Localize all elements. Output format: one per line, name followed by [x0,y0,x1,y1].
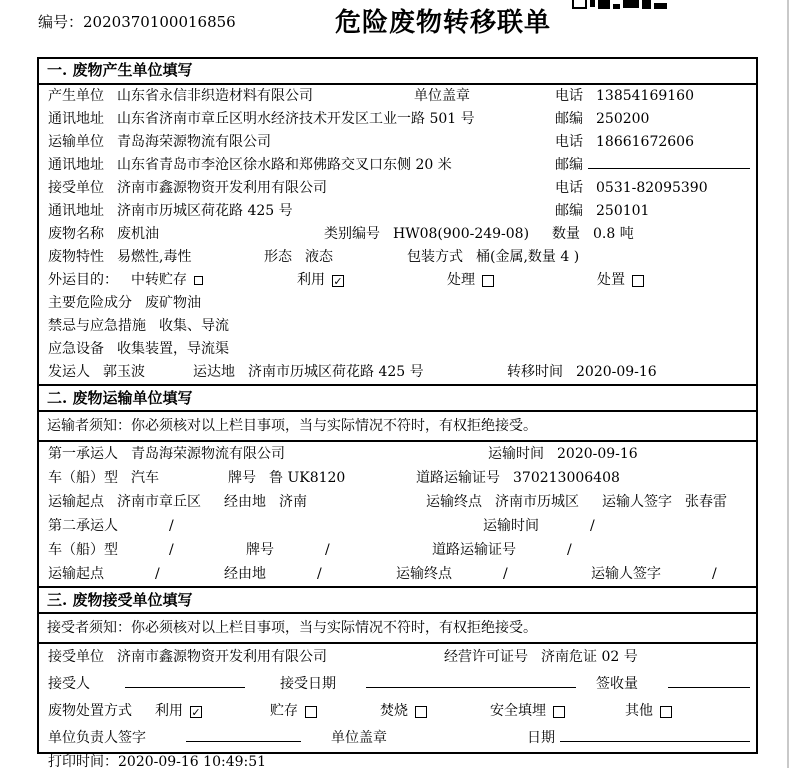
option-dispose [597,269,644,292]
field-label: 通讯地址 [48,203,104,219]
form-row-emergency-equipment [39,338,756,361]
field-value: / [457,562,572,586]
form-row-receive-person [39,671,756,698]
field-label: 邮编 [555,111,583,127]
field-value: 青岛海荣源物流有限公司 [109,131,544,154]
field-label: 废物名称 [48,226,104,242]
field-value [186,741,301,742]
checkbox-unchecked [632,275,644,287]
form-row-waste-name [39,223,756,246]
form-row-disposal-method [39,698,756,725]
section-producer [39,59,756,384]
field-label: 转移时间 [507,364,563,380]
row-left-group [43,200,550,223]
row-left-group [43,177,550,200]
field-label: 第一承运人 [48,446,118,462]
form-row-producer-unit [39,85,756,108]
form-row-contraindication [39,315,756,338]
field-value: 液态 [297,246,402,269]
field-value: 济南市历城区 [487,490,597,514]
page-title: 危险废物转移联单 [334,8,551,38]
field-label: 道路运输证号 [416,470,500,486]
field-value: 250101 [588,200,750,223]
option-label: 处置 [597,272,625,288]
form-row-vehicle-2 [39,538,756,562]
field-label: 经由地 [224,566,266,582]
field-label: 主要危险成分 [48,295,132,311]
field-value: 桶(金属,数量 4 ) [468,246,750,269]
field-label: 单位盖章 [331,730,387,746]
page-header [0,0,796,57]
section-header: 一. 废物产生单位填写 [39,59,756,85]
field-label: 运输终点 [426,494,482,510]
field-label: 通讯地址 [48,157,104,173]
field-value: HW08(900-249-08) [385,223,537,246]
field-value: 济南危证 02 号 [533,644,750,671]
stamp-fragment [642,0,651,9]
stamp-fragment [613,4,620,9]
field-label: 废物特性 [48,249,104,265]
option-treat [447,269,597,292]
field-label: 接受单位 [48,649,104,665]
field-value: 13854169160 [588,85,750,108]
field-value: 0.8 吨 [585,223,750,246]
stamp-fragment [572,0,587,9]
field-value: 山东省永信非织造材料有限公司 [109,85,409,108]
print-time-label: 打印时间： [48,754,118,768]
checkbox-unchecked [482,275,494,287]
field-label: 通讯地址 [48,111,104,127]
field-value: 郭玉波 [95,361,180,384]
field-value: 易燃性,毒性 [109,246,259,269]
field-label: 运输人签字 [602,494,672,510]
page-edge-line [787,0,789,768]
stamp-fragment [623,0,639,8]
document-number-label: 编号： [38,13,84,31]
checkbox-checked [190,706,202,718]
field-label: 邮编 [555,157,583,173]
stamp-fragment [590,0,595,7]
field-label: 形态 [264,249,292,265]
field-value: 济南市章丘区 [109,490,219,514]
field-value: 废矿物油 [137,292,750,315]
field-value: 山东省青岛市李沧区徐水路和郑佛路交叉口东侧 20 米 [109,154,544,177]
transporter-notice: 运输者须知：你必须核对以上栏目事项，当与实际情况不符时，有权拒绝接受。 [39,412,756,442]
field-value: 250200 [588,108,750,131]
field-value: 收集、导流 [151,315,750,338]
field-value: / [544,514,750,538]
field-label: 运输时间 [488,446,544,462]
field-value [366,687,576,688]
field-label: 运达地 [193,364,235,380]
field-label: 运输时间 [483,518,539,534]
form-row-vehicle-1 [39,466,756,490]
option-label: 安全填埋 [490,703,546,719]
option-other [625,698,672,725]
form-row-producer-address [39,108,756,131]
row-left-group [43,85,550,108]
option-label: 贮存 [270,703,298,719]
option-recycle [155,698,270,725]
field-value: 济南市历城区荷花路 425 号 [240,361,490,384]
section-header: 三. 废物接受单位填写 [39,586,756,614]
form-row-receive-unit [39,644,756,671]
form-row-second-carrier [39,514,756,538]
checkbox-checked [332,275,344,287]
field-value: 收集装置，导流渠 [109,338,750,361]
field-label: 接受日期 [280,676,336,692]
field-label: 牌号 [228,470,256,486]
field-label: 运输终点 [396,566,452,582]
field-label: 包装方式 [407,249,463,265]
option-label: 其他 [625,703,653,719]
field-value: / [271,562,391,586]
form-row-transfer-purpose [39,269,756,292]
field-value: 张春雷 [677,490,750,514]
checkbox-unchecked [553,706,565,718]
option-transit-storage [131,269,297,292]
field-value: 济南市历城区荷花路 425 号 [109,200,544,223]
row-left-group [43,154,550,177]
option-landfill [490,698,625,725]
field-value: 青岛海荣源物流有限公司 [123,442,473,466]
field-value: 370213006408 [505,466,722,490]
field-label: 经由地 [224,494,266,510]
form-row-route-1 [39,490,756,514]
field-value: 2020-09-16 [568,361,750,384]
field-value: / [123,514,468,538]
field-value: / [521,538,750,562]
option-label: 处理 [447,272,475,288]
option-label: 中转贮存 [131,272,187,288]
stamp-fragment [598,0,610,9]
field-label: 车（船）型 [48,542,118,558]
form-row-route-2 [39,562,756,586]
section-receiver [39,586,756,752]
field-label: 邮编 [555,203,583,219]
field-value: 山东省济南市章丘区明水经济技术开发区工业一路 501 号 [109,108,544,131]
row-left-group [43,108,550,131]
field-label: 车（船）型 [48,470,118,486]
section-header: 二. 废物运输单位填写 [39,384,756,412]
field-label: 电话 [555,134,583,150]
receiver-notice: 接受者须知：你必须核对以上栏目事项，当与实际情况不符时，有权拒绝接受。 [39,614,756,644]
clipped-stamp-artifact [572,0,667,10]
form-row-first-carrier [39,442,756,466]
form-row-responsible-signature [39,725,756,752]
print-time [0,754,796,768]
checkbox-unchecked [194,276,203,285]
field-label: 运输人签字 [591,566,661,582]
field-value: 2020-09-16 [549,442,750,466]
option-recycle [297,269,447,292]
field-value [560,741,750,742]
field-label: 发运人 [48,364,90,380]
field-label: 应急设备 [48,341,104,357]
field-label: 电话 [555,88,583,104]
field-value: 济南 [271,490,421,514]
form-row-receiver-address [39,200,756,223]
form-row-transporter-address [39,154,756,177]
option-storage [270,698,380,725]
field-value: 18661672606 [588,131,750,154]
field-label: 外运目的： [48,272,118,288]
field-value: 济南市鑫源物资开发利用有限公司 [109,177,544,200]
option-label: 利用 [155,703,183,719]
print-time-value: 2020-09-16 10:49:51 [118,754,267,768]
field-label: 牌号 [246,542,274,558]
form-row-transporter-unit [39,131,756,154]
field-value: 汽车 [123,466,223,490]
field-label: 电话 [555,180,583,196]
stamp-fragment [654,3,667,9]
field-label: 第二承运人 [48,518,118,534]
field-label: 类别编号 [324,226,380,242]
field-label: 单位负责人签字 [48,730,146,746]
field-label: 日期 [527,730,555,746]
field-label: 接受人 [48,676,90,692]
field-label: 单位盖章 [414,88,470,104]
field-label: 接受单位 [48,180,104,196]
field-label: 道路运输证号 [432,542,516,558]
option-label: 焚烧 [380,703,408,719]
field-value: 0531-82095390 [588,177,750,200]
field-value [125,687,245,688]
form-row-dispatcher [39,361,756,384]
field-label: 签收量 [596,676,638,692]
field-value: 济南市鑫源物资开发利用有限公司 [109,644,429,671]
checkbox-unchecked [415,706,427,718]
field-label: 产生单位 [48,88,104,104]
checkbox-unchecked [305,706,317,718]
field-value: / [279,538,419,562]
field-value: / [109,562,219,586]
document-number-value: 2020370100016856 [83,13,236,31]
field-label: 禁忌与应急措施 [48,318,146,334]
check-mark: ✓ [191,705,201,719]
manifest-form [37,57,758,754]
field-value: / [123,538,233,562]
form-row-waste-character [39,246,756,269]
section-transporter [39,384,756,586]
field-label: 运输起点 [48,566,104,582]
field-label: 运输起点 [48,494,104,510]
option-incinerate [380,698,490,725]
check-mark: ✓ [333,274,343,288]
option-label: 利用 [297,272,325,288]
row-left-group [43,131,550,154]
field-label: 运输单位 [48,134,104,150]
form-row-receiver-unit [39,177,756,200]
field-value [668,687,750,688]
field-value [588,168,750,169]
checkbox-unchecked [660,706,672,718]
field-label: 废物处置方式 [48,703,132,719]
form-row-hazard-component [39,292,756,315]
field-value: 鲁 UK8120 [261,466,411,490]
field-label: 经营许可证号 [444,649,528,665]
field-value: / [666,562,750,586]
field-label: 数量 [552,226,580,242]
field-value: 废机油 [109,223,319,246]
